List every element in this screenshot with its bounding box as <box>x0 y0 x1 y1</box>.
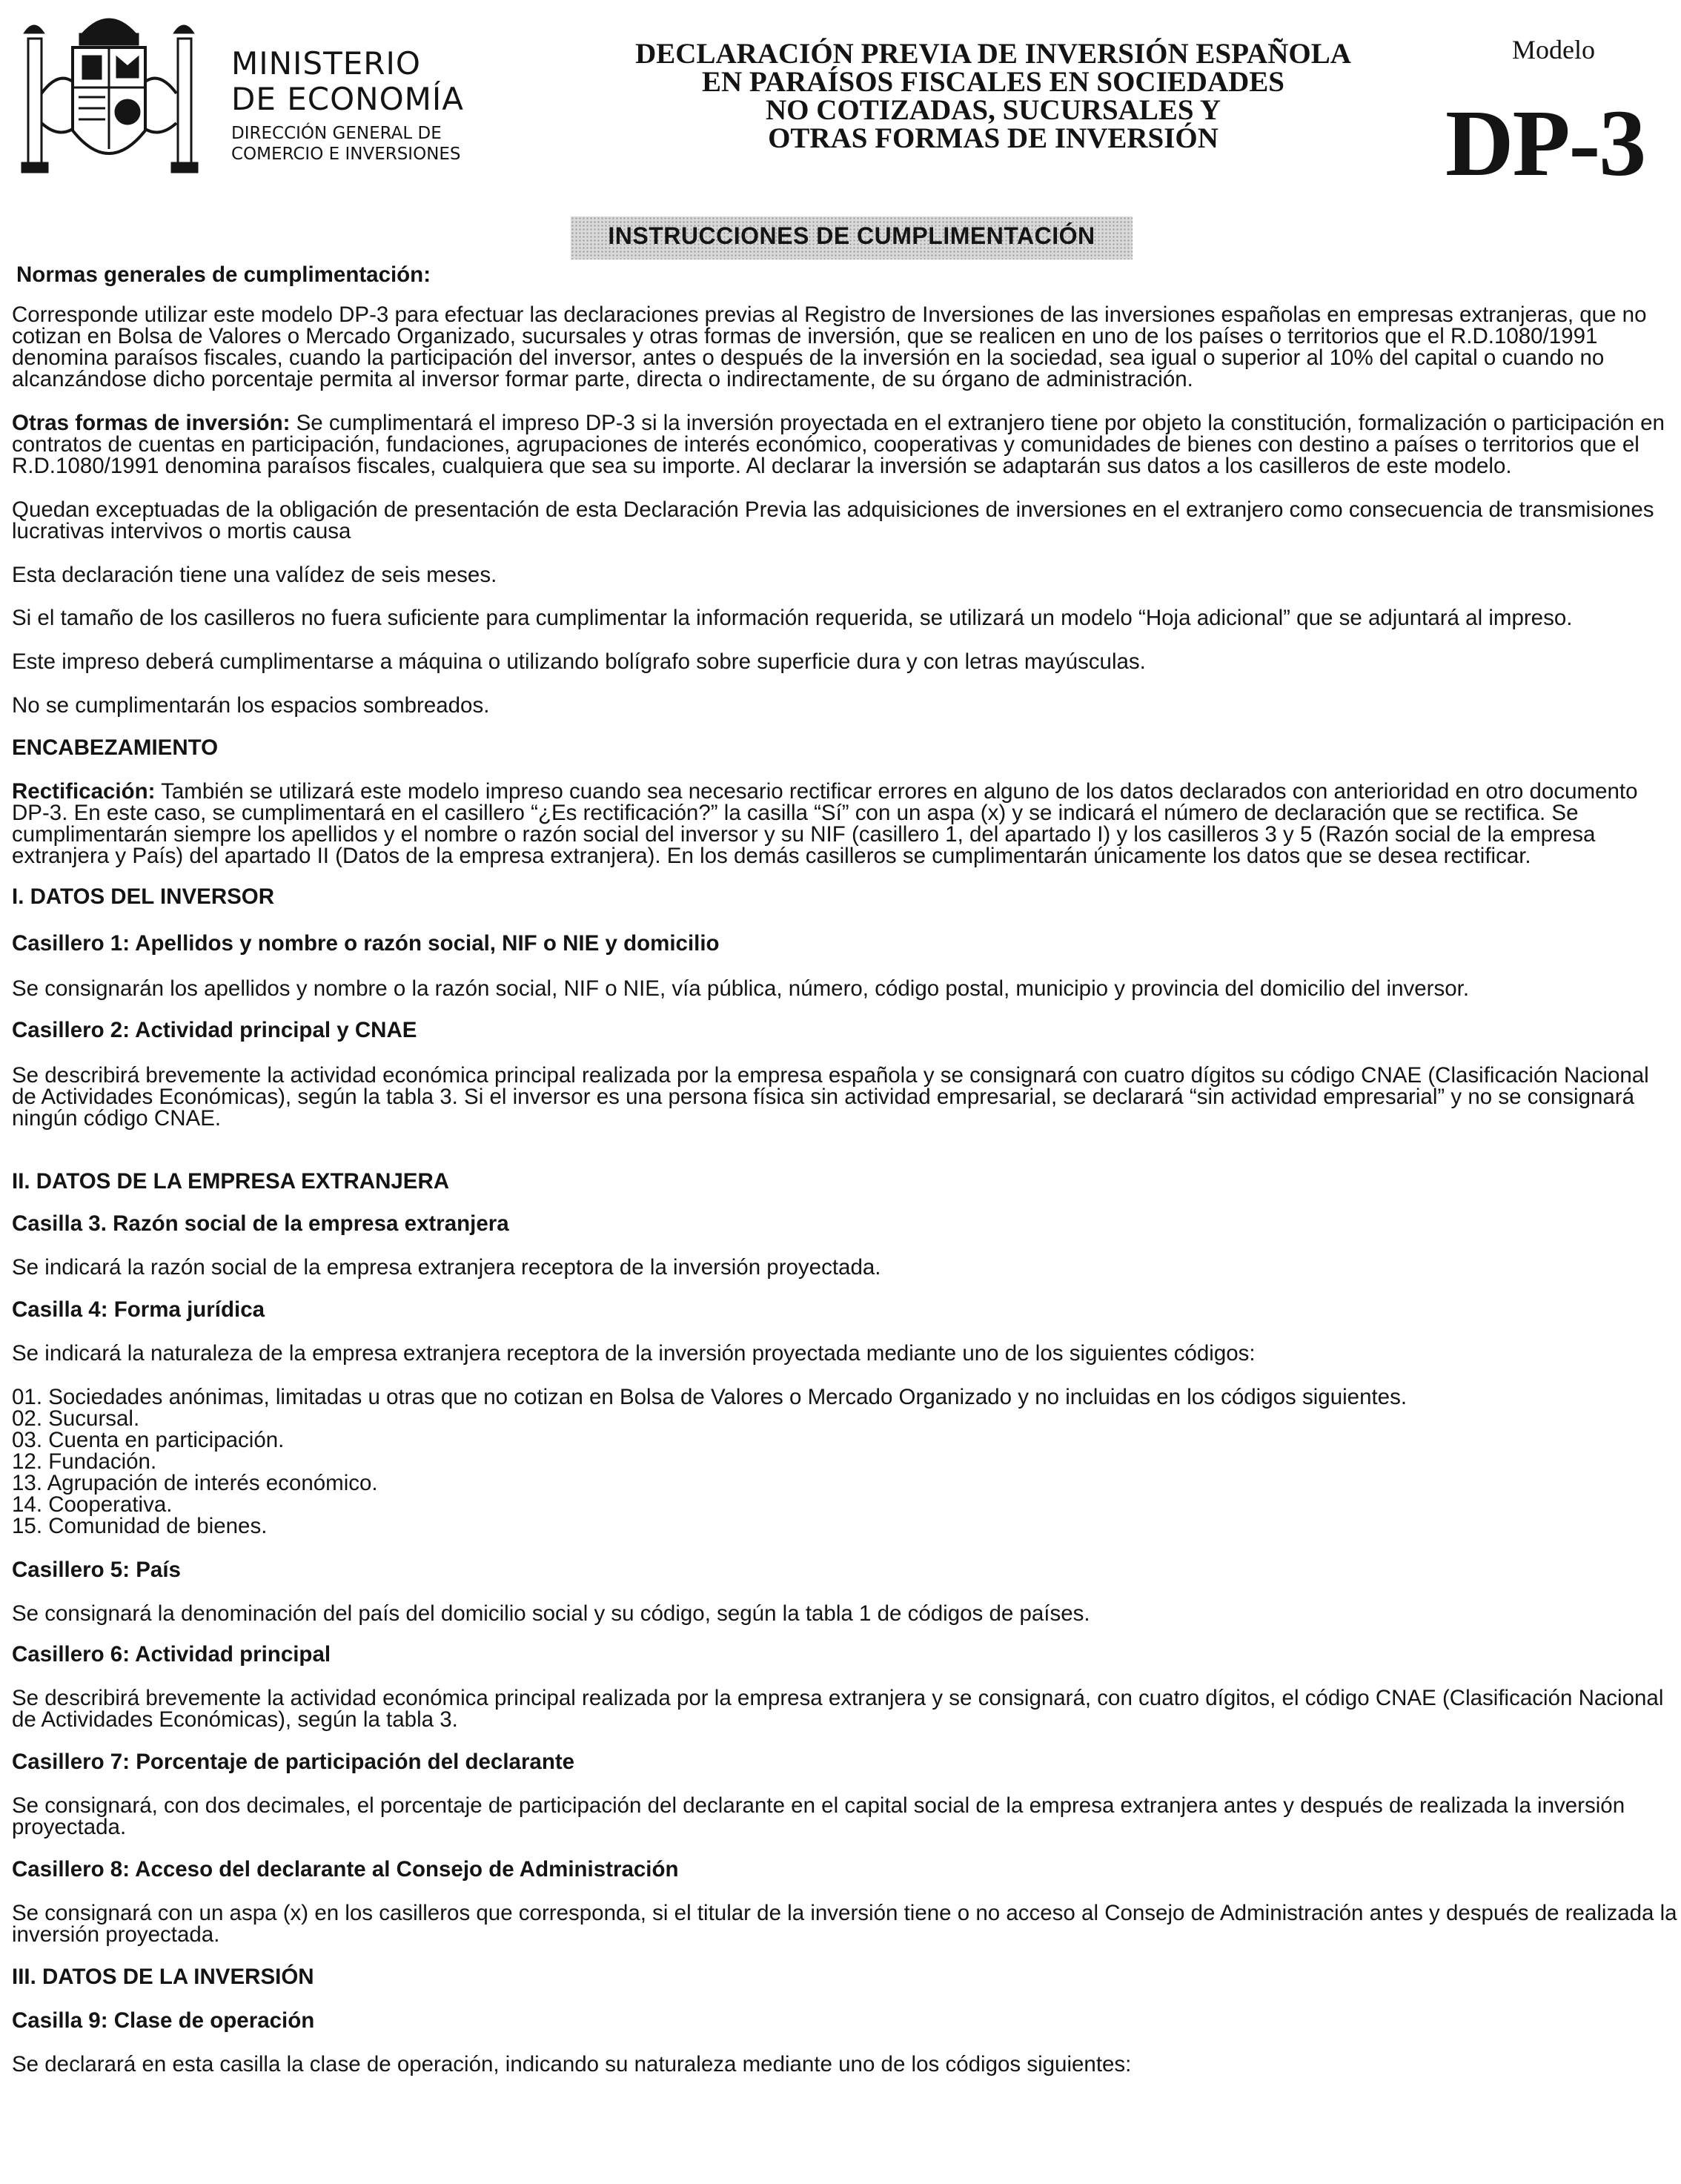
heading-normas: Normas generales de cumplimentación: <box>16 262 431 287</box>
legal-form-codes-list <box>12 1386 1678 1537</box>
heading-casillero-7: Casillero 7: Porcentaje de participación del declarante <box>12 1750 575 1774</box>
ministry-name-line2: DE ECONOMÍA <box>231 81 464 117</box>
paragraph-otras-formas <box>12 412 1678 477</box>
title-line: OTRAS FORMAS DE INVERSIÓN <box>768 122 1219 154</box>
label-rectificacion: Rectificación: <box>12 779 156 804</box>
paragraph-additional-sheet: Si el tamaño de los casilleros no fuera suficiente para cumplimentar la información requerida, se utilizará un modelo “Hoja adicional” que se adjuntará al impreso. <box>12 606 1573 630</box>
paragraph-casilla-4: Se indicará la naturaleza de la empresa extranjera receptora de la inversión proyectada mediante uno de los siguientes códigos: <box>12 1341 1256 1366</box>
heading-casillero-8: Casillero 8: Acceso del declarante al Consejo de Administración <box>12 1857 679 1882</box>
paragraph-validity: Esta declaración tiene una valídez de seis meses. <box>12 563 497 587</box>
paragraph-fill-instructions: Este impreso deberá cumplimentarse a máquina o utilizando bolígrafo sobre superficie dura y con letras mayúsculas. <box>12 649 1146 674</box>
title-line: NO COTIZADAS, SUCURSALES Y <box>765 94 1221 126</box>
instructions-title: INSTRUCCIONES DE CUMPLIMENTACIÓN <box>608 222 1095 249</box>
heading-casillero-2: Casillero 2: Actividad principal y CNAE <box>12 1018 417 1042</box>
ministry-name-line1: MINISTERIO <box>231 45 421 82</box>
list-item: 14. Cooperativa. <box>12 1492 173 1517</box>
label-otras-formas: Otras formas de inversión: <box>12 411 291 435</box>
heading-casilla-9: Casilla 9: Clase de operación <box>12 2008 315 2033</box>
text-rectificacion: También se utilizará este modelo impreso cuando sea necesario rectificar errores en alguno de los datos declarados con anterioridad en otro documento DP-3. En este caso, se cumplimentará en el casillero “¿Es rectificación?” la casilla “Sí” con un aspa (x) y se indicará el número de declaración que se rectifica. Se cumplimentarán siempre los apellidos y el nombre o razón social del inversor y su NIF (casillero 1, del apartado I) y los casilleros 3 y 5 (Razón social de la empresa extranjera y País) del apartado II (Datos de la empresa extranjera). En los demás casilleros se cumplimentarán únicamente los datos que se desea rectificar. <box>12 779 1638 868</box>
heading-encabezamiento: ENCABEZAMIENTO <box>12 735 219 760</box>
list-item: 02. Sucursal. <box>12 1406 140 1431</box>
title-line: EN PARAÍSOS FISCALES EN SOCIEDADES <box>702 66 1284 98</box>
heading-casilla-4: Casilla 4: Forma jurídica <box>12 1297 265 1322</box>
document-title <box>586 40 1401 153</box>
coat-of-arms-icon <box>12 4 206 190</box>
heading-casilla-3: Casilla 3. Razón social de la empresa extranjera <box>12 1211 509 1236</box>
paragraph-casillero-7: Se consignará, con dos decimales, el porcentaje de participación del declarante en el capital social de la empresa extranjera antes y después de realizada la inversión proyectada. <box>12 1793 1625 1839</box>
title-line: DECLARACIÓN PREVIA DE INVERSIÓN ESPAÑOLA <box>635 38 1351 70</box>
list-item: 12. Fundación. <box>12 1449 157 1474</box>
paragraph-intro: Corresponde utilizar este modelo DP-3 para efectuar las declaraciones previas al Registro de Inversiones de las inversiones españolas en empresas extranjeras, que no cotizan en Bolsa de Valores o Mercado Organizado, sucursales y otras formas de inversión, que se realicen en uno de los países o territorios que el R.D.1080/1991 denomina paraísos fiscales, cuando la participación del inversor, antes o después de la inversión en la sociedad, sea igual o superior al 10% del capital o cuando no alcanzándose dicho porcentaje permita al inversor formar parte, directa o indirectamente, de su órgano de administración. <box>12 302 1647 391</box>
paragraph-casillero-2: Se describirá brevemente la actividad económica principal realizada por la empresa española y se consignará con cuatro dígitos su código CNAE (Clasificación Nacional de Actividades Económicas), según la tabla 3. Si el inversor es una persona física sin actividad empresarial, se declarará “sin actividad empresarial” y no se consignará ningún código CNAE. <box>12 1063 1649 1131</box>
heading-section-1: I. DATOS DEL INVERSOR <box>12 884 275 909</box>
heading-casillero-6: Casillero 6: Actividad principal <box>12 1642 331 1667</box>
directorate-line1: DIRECCIÓN GENERAL DE <box>231 124 442 143</box>
paragraph-casillero-8: Se consignará con un aspa (x) en los casilleros que corresponda, si el titular de la inversión tiene o no acceso al Consejo de Administración antes y después de realizada la inversión proyectada. <box>12 1901 1677 1947</box>
paragraph-casillero-5: Se consignará la denominación del país del domicilio social y su código, según la tabla 1 de códigos de países. <box>12 1601 1090 1626</box>
heading-casillero-5: Casillero 5: País <box>12 1558 181 1582</box>
heading-section-2: II. DATOS DE LA EMPRESA EXTRANJERA <box>12 1169 450 1194</box>
instructions-banner <box>571 216 1133 259</box>
text-otras-formas: Se cumplimentará el impreso DP-3 si la inversión proyectada en el extranjero tiene por objeto la constitución, formalización o participación en contratos de cuentas en participación, fundaciones, agrupaciones de interés económico, cooperativas y comunidades de bienes con destino a países o territorios que el R.D.1080/1991 denomina paraísos fiscales, cualquiera que sea su importe. Al declarar la inversión se adaptarán sus datos a los casilleros de este modelo. <box>12 411 1665 478</box>
directorate-line2: COMERCIO E INVERSIONES <box>231 145 461 164</box>
modelo-label: Modelo <box>1512 35 1595 64</box>
paragraph-casilla-3: Se indicará la razón social de la empresa extranjera receptora de la inversión proyectada. <box>12 1255 881 1280</box>
paragraph-exceptions: Quedan exceptuadas de la obligación de presentación de esta Declaración Previa las adquisiciones de inversiones en el extranjero como consecuencia de transmisiones lucrativas intervivos o mortis causa <box>12 497 1654 543</box>
document-header <box>0 0 1681 200</box>
heading-casillero-1: Casillero 1: Apellidos y nombre o razón social, NIF o NIE y domicilio <box>12 931 720 956</box>
paragraph-casilla-9: Se declarará en esta casilla la clase de operación, indicando su naturaleza mediante uno de los códigos siguientes: <box>12 2052 1132 2077</box>
modelo-code: DP-3 <box>1445 90 1645 196</box>
paragraph-shaded: No se cumplimentarán los espacios sombreados. <box>12 693 490 718</box>
paragraph-casillero-1: Se consignarán los apellidos y nombre o la razón social, NIF o NIE, vía pública, número, código postal, municipio y provincia del domicilio del inversor. <box>12 976 1470 1001</box>
heading-section-3: III. DATOS DE LA INVERSIÓN <box>12 1965 314 1989</box>
list-item: 01. Sociedades anónimas, limitadas u otras que no cotizan en Bolsa de Valores o Mercado Organizado y no incluidas en los códigos siguientes. <box>12 1385 1408 1409</box>
ministry-block <box>231 46 464 165</box>
list-item: 03. Cuenta en participación. <box>12 1428 285 1452</box>
document-body <box>12 264 1678 2075</box>
paragraph-rectificacion <box>12 781 1678 867</box>
list-item: 13. Agrupación de interés económico. <box>12 1471 378 1495</box>
list-item: 15. Comunidad de bienes. <box>12 1514 268 1538</box>
paragraph-casillero-6: Se describirá brevemente la actividad económica principal realizada por la empresa extranjera y se consignará, con cuatro dígitos, el código CNAE (Clasificación Nacional de Actividades Económicas), según la tabla 3. <box>12 1686 1664 1732</box>
